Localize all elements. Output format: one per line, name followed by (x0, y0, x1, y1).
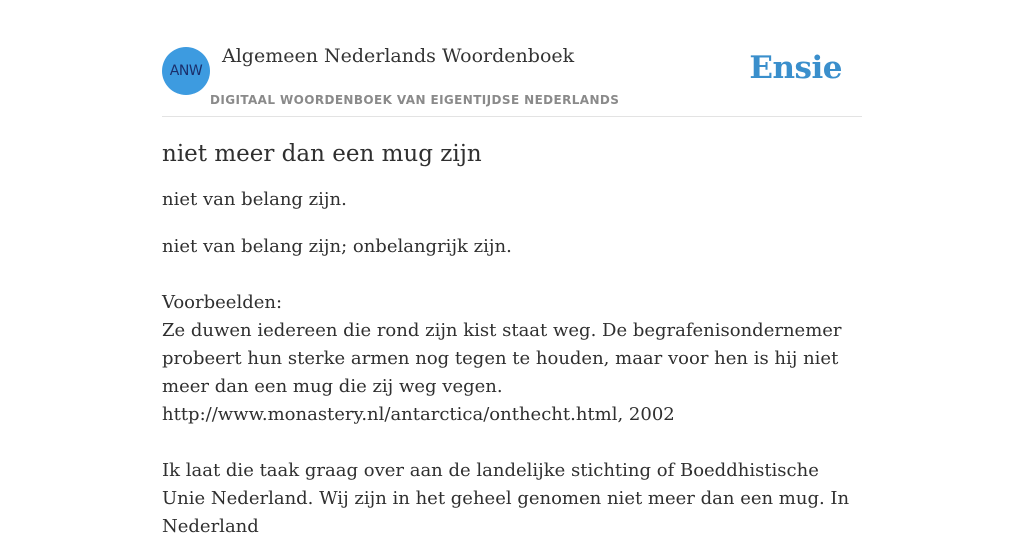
entry-title: niet meer dan een mug zijn (162, 141, 482, 167)
anw-logo[interactable] (162, 47, 210, 95)
short-definition: niet van belang zijn. (162, 189, 347, 210)
entry-content (162, 138, 862, 541)
site-header (162, 0, 862, 117)
site-subtitle: DIGITAAL WOORDENBOEK VAN EIGENTIJDSE NEDERLANDS (210, 93, 620, 107)
examples-label: Voorbeelden: (162, 292, 283, 313)
example-source: http://www.monastery.nl/antarctica/onthecht.html, 2002 (162, 404, 675, 425)
logo-text: ANW (169, 63, 203, 79)
long-definition: niet van belang zijn; onbelangrijk zijn. (162, 236, 512, 257)
ensie-brand-link[interactable]: Ensie (749, 50, 842, 86)
example-text: Ze duwen iedereen die rond zijn kist staat weg. De begrafenisondernemer probeert hun sterke armen nog tegen te houden, maar voor hen is hij niet meer dan een mug die zij weg vegen. (162, 320, 842, 397)
site-title[interactable]: Algemeen Nederlands Woordenboek (222, 45, 575, 67)
example-text: Ik laat die taak graag over aan de landelijke stichting of Boeddhistische Unie Nederland. Wij zijn in het geheel genomen niet meer dan een mug. In Nederland (162, 460, 850, 537)
